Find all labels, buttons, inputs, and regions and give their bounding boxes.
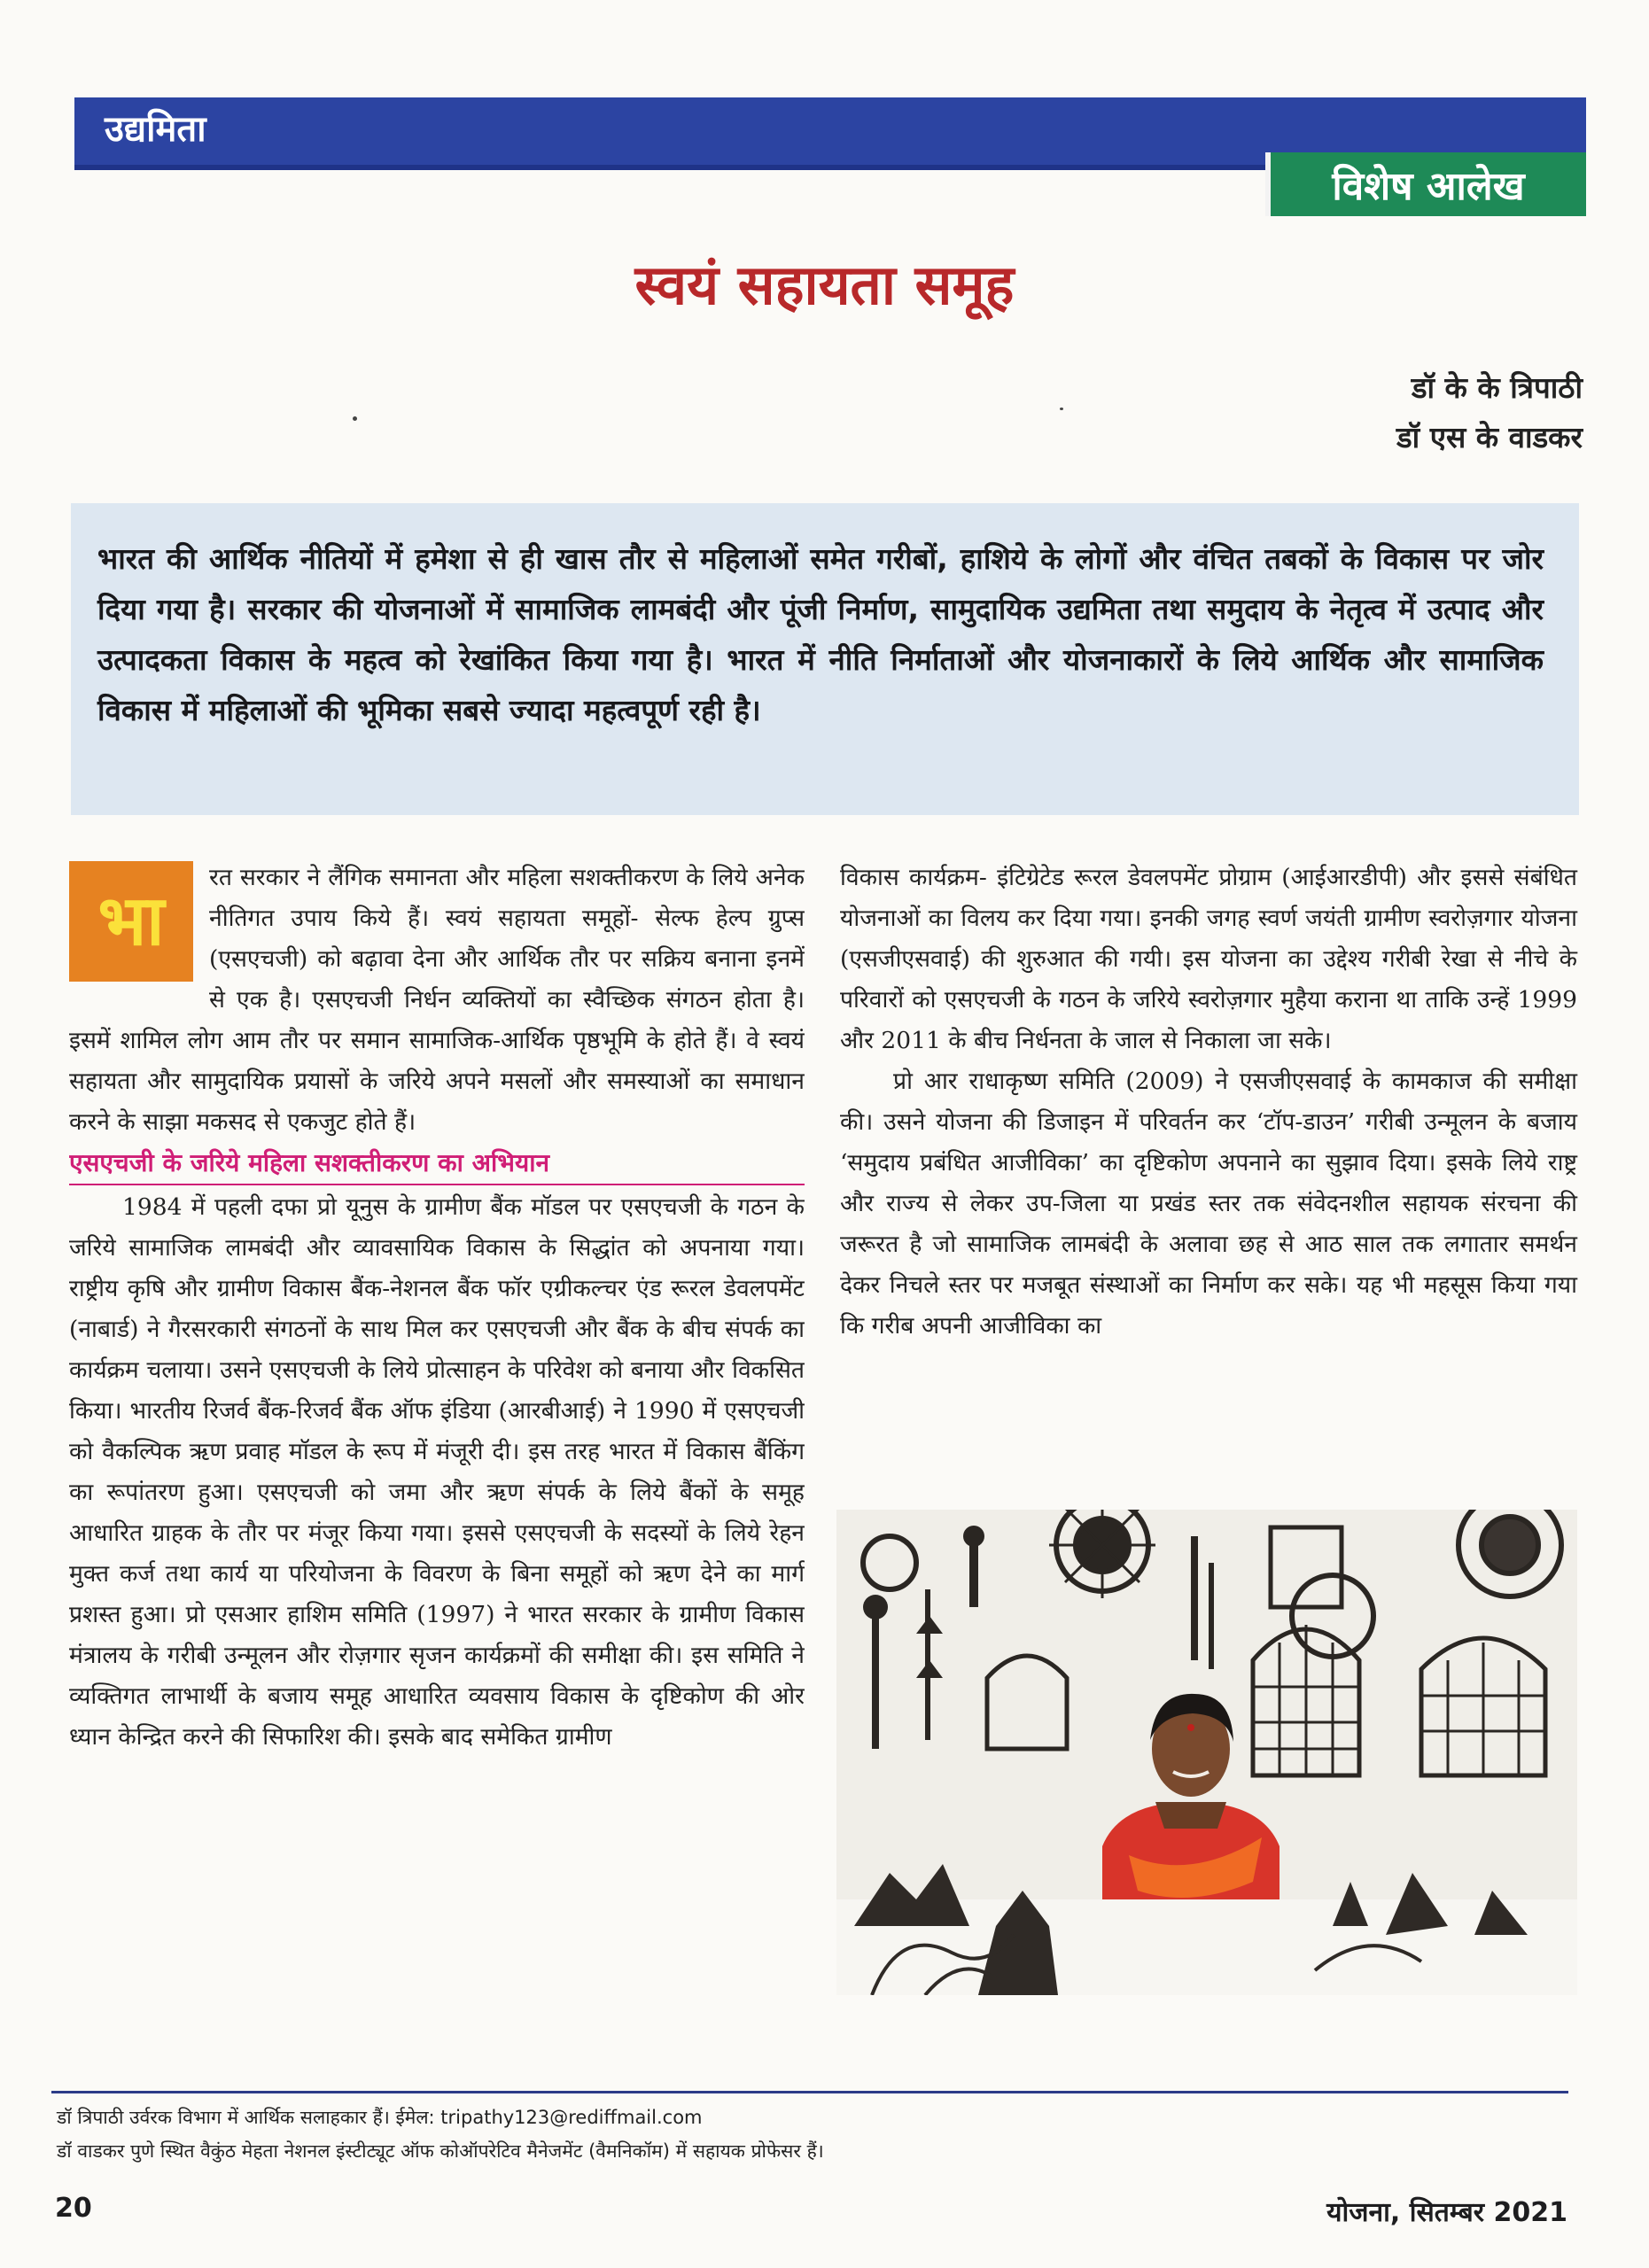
abstract-box	[71, 503, 1579, 815]
subheading: एसएचजी के जरिये महिला सशक्तीकरण का अभियान	[69, 1143, 805, 1185]
author-name: डॉ एस के वाडकर	[1396, 420, 1583, 454]
article-title: स्वयं सहायता समूह	[634, 252, 1015, 317]
feature-tag: विशेष आलेख	[1265, 152, 1586, 216]
paragraph: प्रो आर राधाकृष्ण समिति (2009) ने एसजीएसवाई के कामकाज की समीक्षा की। उसने योजना की डिजाइन में परिवर्तन कर ‘टॉप-डाउन’ गरीबी उन्मूलन के बजाय ‘समुदाय प्रबंधित आजीविका’ का दृष्टिकोण अपनाने का सुझाव दिया। इसके लिये राष्ट्र और राज्य से लेकर उप-जिला या प्रखंड स्तर तक संवेदनशील सहायक संरचना की जरूरत है जो सामाजिक लामबंदी के अलावा छह से आठ साल तक लगातार समर्थन देकर निचले स्तर पर मजबूत संस्थाओं का निर्माण कर सके। यह भी महसूस किया गया कि गरीब अपनी आजीविका का	[840, 1068, 1577, 1340]
section-label: उद्यमिता	[105, 109, 206, 150]
footnote: डॉ वाडकर पुणे स्थित वैकुंठ मेहता नेशनल इंस्टीट्यूट ऑफ कोऑपरेटिव मैनेजमेंट (वैमनिकॉम) में सहायक प्रोफेसर हैं।	[57, 2140, 824, 2162]
issue-label: योजना, सितम्बर 2021	[1326, 2197, 1567, 2228]
abstract-text: भारत की आर्थिक नीतियों में हमेशा से ही खास तौर से महिलाओं समेत गरीबों, हाशिये के लोगों और वंचित तबकों के विकास पर जोर दिया गया है। सरकार की योजनाओं में सामाजिक लामबंदी और पूंजी निर्माण, सामुदायिक उद्यमिता तथा समुदाय के नेतृत्व में उत्पाद और उत्पादकता विकास के महत्व को रेखांकित किया गया है। भारत में नीति निर्माताओं और योजनाकारों के लिये आर्थिक और सामाजिक विकास में महिलाओं की भूमिका सबसे ज्यादा महत्वपूर्ण रही है।	[97, 541, 1544, 727]
paragraph: 1984 में पहली दफा प्रो यूनुस के ग्रामीण बैंक मॉडल पर एसएचजी के गठन के जरिये सामाजिक लामबंदी और व्यावसायिक विकास के सिद्धांत को अपनाया गया। राष्ट्रीय कृषि और ग्रामीण विकास बैंक-नेशनल बैंक फॉर एग्रीकल्चर एंड रूरल डेवलपमेंट (नाबार्ड) ने गैरसरकारी संगठनों के साथ मिल कर एसएचजी और बैंक के बीच संपर्क का कार्यक्रम चलाया। उसने एसएचजी के लिये प्रोत्साहन के परिवेश को बनाया और विकसित किया। भारतीय रिजर्व बैंक-रिजर्व बैंक ऑफ इंडिया (आरबीआई) ने 1990 में एसएचजी को वैकल्पिक ऋण प्रवाह मॉडल के रूप में मंजूरी दी। इस तरह भारत में विकास बैंकिंग का रूपांतरण हुआ। एसएचजी को जमा और ऋण संपर्क के लिये बैंकों के समूह आधारित ग्राहक के तौर पर मंजूर किया गया। इससे एसएचजी के सदस्यों के लिये रेहन मुक्त कर्ज तथा कार्य या परियोजना के विवरण के बिना समूहों को ऋण देने का मार्ग प्रशस्त हुआ। प्रो एसआर हाशिम समिति (1997) ने भारत सरकार के ग्रामीण विकास मंत्रालय के गरीबी उन्मूलन और रोज़गार सृजन कार्यक्रमों की समीक्षा की। इस समिति ने व्यक्तिगत लाभार्थी के बजाय समूह आधारित व्यवसाय विकास के दृष्टिकोण की ओर ध्यान केन्द्रित करने की सिफारिश की। इसके बाद समेकित ग्रामीण	[69, 1193, 805, 1751]
drop-cap: भा	[69, 861, 193, 982]
photo-illustration	[836, 1510, 1577, 1995]
paragraph: रत सरकार ने लैंगिक समानता और महिला सशक्तीकरण के लिये अनेक नीतिगत उपाय किये हैं। स्वयं सहायता समूहों- सेल्फ हेल्प ग्रुप्स (एसएचजी) को बढ़ावा देना और आर्थिक तौर पर सक्रिय बनाना इनमें से एक है। एसएचजी निर्धन व्यक्तियों का स्वैच्छिक संगठन होता है। इसमें शामिल लोग आम तौर पर समान सामाजिक-आर्थिक पृष्ठभूमि के होते हैं। वे स्वयं सहायता और सामुदायिक प्रयासों के जरिये अपने मसलों और समस्याओं का समाधान करने के साझा मकसद से एकजुट होते हैं।	[69, 864, 805, 1136]
author-name: डॉ के के त्रिपाठी	[1411, 370, 1583, 405]
column-right	[840, 858, 1577, 1347]
footer-divider	[51, 2091, 1568, 2093]
paragraph: विकास कार्यक्रम- इंटिग्रेटेड रूरल डेवलपमेंट प्रोग्राम (आईआरडीपी) और इससे संबंधित योजनाओं का विलय कर दिया गया। इनकी जगह स्वर्ण जयंती ग्रामीण स्वरोज़गार योजना (एसजीएसवाई) की शुरुआत की गयी। इस योजना का उद्देश्य गरीबी रेखा से नीचे के परिवारों को एसएचजी के गठन के जरिये स्वरोज़गार मुहैया कराना था ताकि उन्हें 1999 और 2011 के बीच निर्धनता के जाल से निकाला जा सके।	[840, 864, 1577, 1054]
page-number: 20	[55, 2193, 92, 2224]
column-left	[69, 858, 805, 2055]
footnote: डॉ त्रिपाठी उर्वरक विभाग में आर्थिक सलाहकार हैं। ईमेल: tripathy123@rediffmail.com	[57, 2107, 703, 2128]
print-speck	[353, 416, 357, 421]
article-photo	[836, 1510, 1577, 1995]
print-speck	[1060, 408, 1063, 410]
